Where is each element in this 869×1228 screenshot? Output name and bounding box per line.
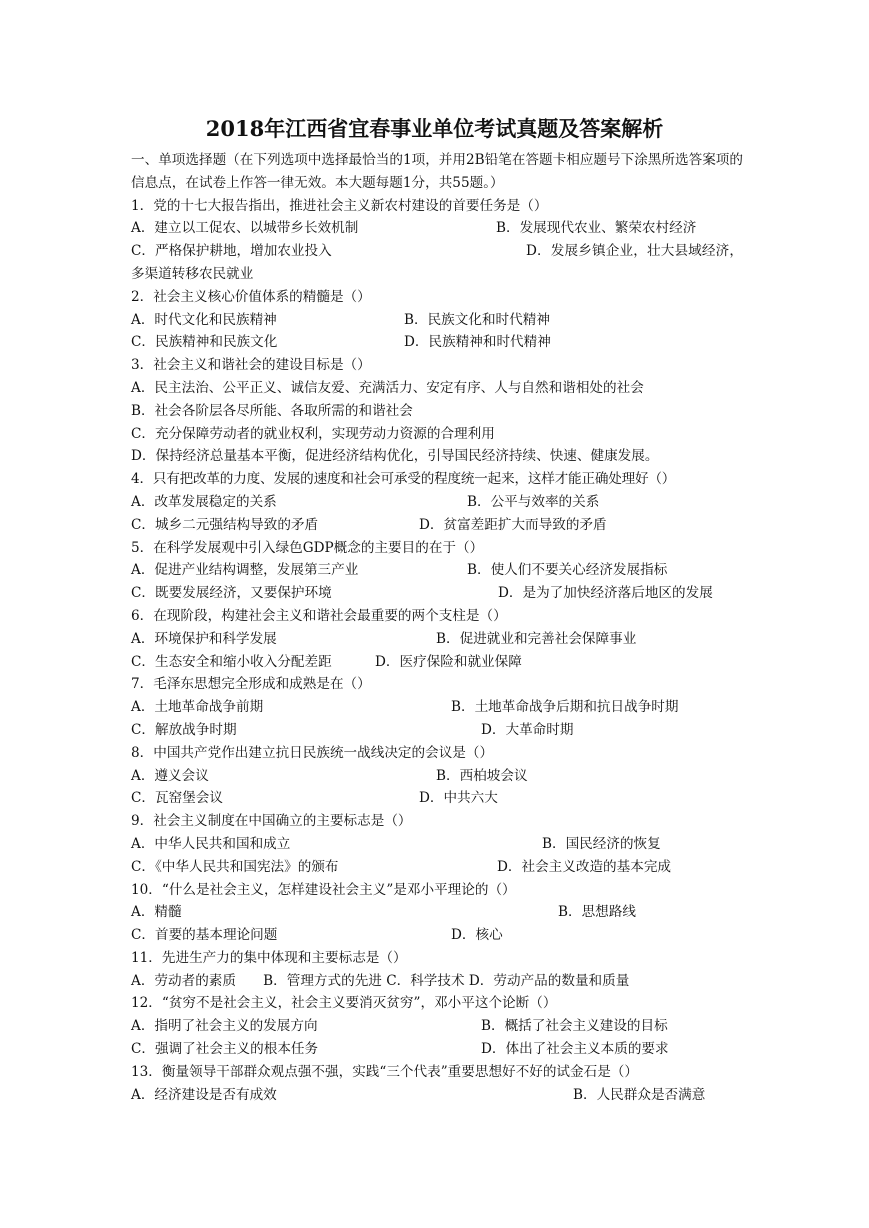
question-3-stem: 3．社会主义和谐社会的建设目标是（） [131, 357, 371, 374]
option-d: D．医疗保险和就业保障 [375, 653, 522, 670]
option-b: B．发展现代农业、繁荣农村经济 [496, 220, 697, 237]
option-a: A．经济建设是否有成效 [131, 1086, 277, 1103]
option-c: C．民族精神和民族文化 [131, 334, 278, 351]
question-5-options-cd [131, 582, 743, 605]
question-5-stem: 5．在科学发展观中引入绿色GDP概念的主要目的在于（） [131, 539, 484, 556]
option-b: B．促进就业和完善社会保障事业 [436, 630, 637, 647]
option-b: B．土地革命战争后期和抗日战争时期 [451, 699, 679, 716]
option-a: A．建立以工促农、以城带乡长效机制 [131, 220, 359, 237]
option-a: A．中华人民共和国和成立 [131, 835, 291, 852]
question-3-option-d: D．保持经济总量基本平衡，促进经济结构优化，引导国民经济持续、快速、健康发展。 [131, 448, 659, 465]
question-8-stem: 8．中国共产党作出建立抗日民族统一战线决定的会议是（） [131, 744, 494, 761]
option-d: D．体出了社会主义本质的要求 [481, 1041, 669, 1058]
option-a: A．指明了社会主义的发展方向 [131, 1018, 318, 1035]
question-7-options-ab [131, 696, 743, 719]
option-d: D．核心 [451, 927, 503, 944]
option-c: C．《中华人民共和国宪法》的颁布 [131, 858, 339, 875]
option-d: D．中共六大 [419, 790, 498, 807]
option-d: D．是为了加快经济落后地区的发展 [498, 585, 713, 602]
page-title: 2018年江西省宜春事业单位考试真题及答案解析 [205, 116, 664, 141]
question-13-options-ab [131, 1084, 743, 1107]
question-9-options-cd [131, 856, 743, 879]
question-1-options-ab [131, 217, 743, 240]
option-d: D．大革命时期 [481, 721, 574, 738]
question-4-options-cd [131, 514, 743, 537]
question-1-options-c [131, 240, 743, 263]
question-8-options-cd [131, 787, 743, 810]
question-11-stem: 11．先进生产力的集中体现和主要标志是（） [131, 949, 407, 966]
option-d: D．发展乡镇企业，壮大县域经济，多渠道转移农民就业 [131, 243, 743, 282]
question-3-option-a: A．民主法治、公平正义、诚信友爱、充满活力、安定有序、人与自然和谐相处的社会 [131, 379, 644, 396]
question-12-options-cd [131, 1038, 743, 1061]
option-c: C．生态安全和缩小收入分配差距 [131, 653, 332, 670]
option-b: B．使人们不要关心经济发展指标 [467, 562, 668, 579]
question-6-options-cd [131, 651, 743, 674]
option-a: A．改革发展稳定的关系 [131, 493, 277, 510]
option-a: A．土地革命战争前期 [131, 699, 264, 716]
question-10-options-cd [131, 924, 743, 947]
question-body [131, 149, 743, 1106]
question-7-stem: 7．毛泽东思想完全形成和成熟是在（） [131, 676, 371, 693]
option-c: C．城乡二元强结构导致的矛盾 [131, 516, 319, 533]
option-a: A．环境保护和科学发展 [131, 630, 277, 647]
question-12-stem: 12．“贫穷不是社会主义，社会主义要消灭贫穷”，邓小平这个论断（） [131, 995, 557, 1012]
option-c: C．首要的基本理论问题 [131, 927, 278, 944]
option-c: C．强调了社会主义的根本任务 [131, 1041, 319, 1058]
option-b: B．民族文化和时代精神 [404, 311, 550, 328]
question-12-options-ab [131, 1015, 743, 1038]
option-a: A．促进产业结构调整，发展第三产业 [131, 562, 359, 579]
option-a: A．精髓 [131, 904, 182, 921]
question-9-stem: 9．社会主义制度在中国确立的主要标志是（） [131, 813, 412, 830]
question-10-stem: 10．“什么是社会主义，怎样建设社会主义”是邓小平理论的（） [131, 881, 516, 898]
option-d: D．社会主义改造的基本完成 [497, 858, 672, 875]
question-1-stem: 1．党的十七大报告指出，推进社会主义新农村建设的首要任务是（） [131, 197, 548, 214]
option-b: B．概括了社会主义建设的目标 [481, 1018, 668, 1035]
question-4-stem: 4．只有把改革的力度、发展的速度和社会可承受的程度统一起来，这样才能正确处理好（） [131, 471, 676, 488]
question-6-stem: 6．在现阶段，构建社会主义和谐社会最重要的两个支柱是（） [131, 607, 507, 624]
option-d: D．贫富差距扩大而导致的矛盾 [419, 516, 607, 533]
section-instructions: 一、单项选择题（在下列选项中选择最恰当的1项，并用2B铅笔在答题卡相应题号下涂黑所选答案项的信息点，在试卷上作答一律无效。本大题每题1分，共55题。） [131, 152, 743, 191]
question-3-option-c: C．充分保障劳动者的就业权利，实现劳动力资源的合理利用 [131, 425, 495, 442]
option-c: C．严格保护耕地，增加农业投入 [131, 243, 332, 260]
question-8-options-ab [131, 765, 743, 788]
option-c: C．既要发展经济，又要保护环境 [131, 585, 332, 602]
question-4-options-ab [131, 491, 743, 514]
option-c: C．解放战争时期 [131, 721, 237, 738]
option-b: B．人民群众是否满意 [573, 1086, 706, 1103]
question-5-options-ab [131, 559, 743, 582]
question-7-options-cd [131, 719, 743, 742]
option-b: B．西柏坡会议 [436, 767, 528, 784]
option-a: A．遵义会议 [131, 767, 209, 784]
option-b: B．国民经济的恢复 [542, 835, 661, 852]
question-2-options-cd [131, 331, 743, 354]
option-c: C．瓦窑堡会议 [131, 790, 223, 807]
question-2-stem: 2．社会主义核心价值体系的精髓是（） [131, 288, 371, 305]
question-9-options-ab [131, 833, 743, 856]
option-a: A．时代文化和民族精神 [131, 311, 277, 328]
option-d: D．民族精神和时代精神 [404, 334, 551, 351]
question-13-stem: 13．衡量领导干部群众观点强不强，实践“三个代表”重要思想好不好的试金石是（） [131, 1063, 638, 1080]
option-b: B．公平与效率的关系 [467, 493, 600, 510]
question-11-options: A．劳动者的素质 B．管理方式的先进 C．科学技术 D．劳动产品的数量和质量 [131, 972, 630, 989]
question-10-options-ab [131, 901, 743, 924]
question-6-options-ab [131, 628, 743, 651]
question-2-options-ab [131, 309, 743, 332]
option-b: B．思想路线 [558, 904, 636, 921]
question-3-option-b: B．社会各阶层各尽所能、各取所需的和谐社会 [131, 402, 413, 419]
